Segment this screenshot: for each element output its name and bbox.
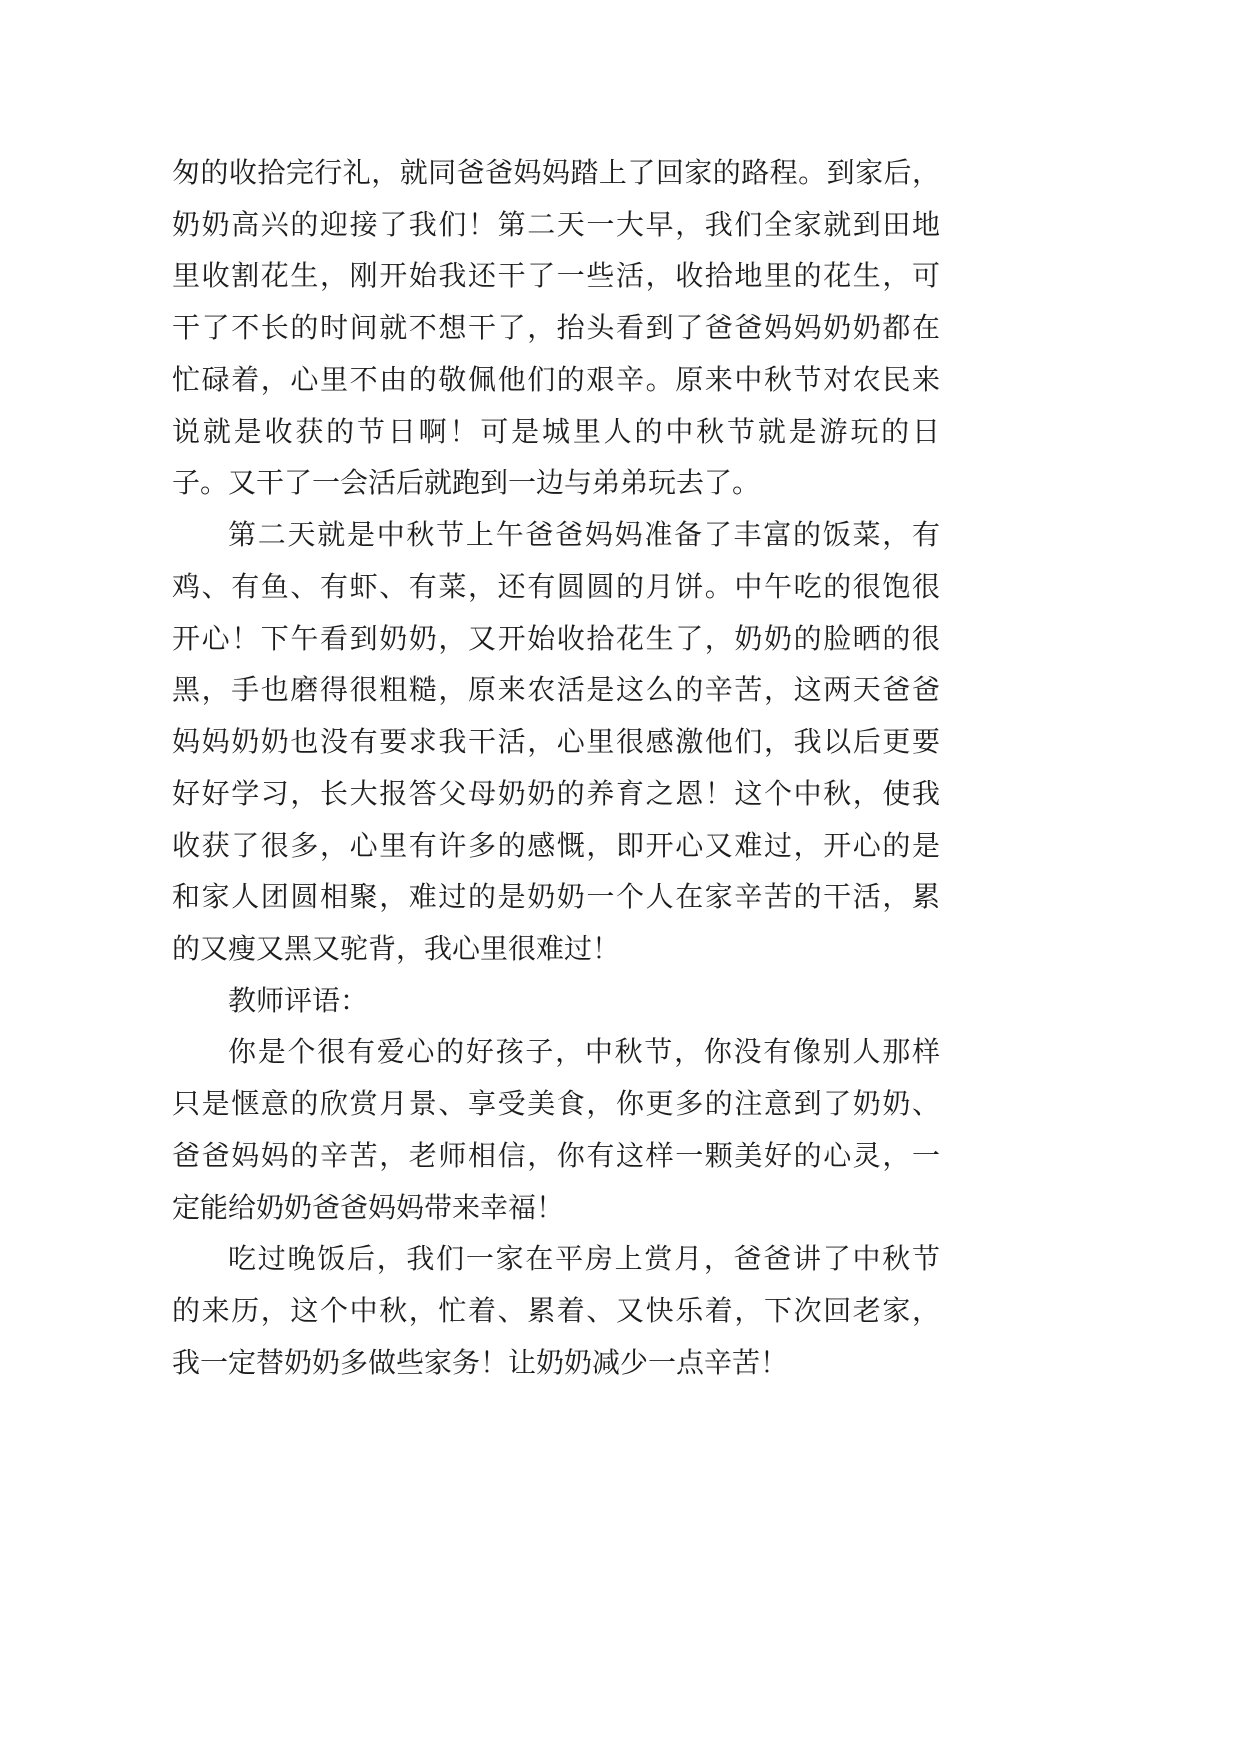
text-line: 说就是收获的节日啊！可是城里人的中秋节就是游玩的日 [172,414,940,448]
text-line: 的又瘦又黑又驼背，我心里很难过！ [172,932,621,966]
text-line: 你是个很有爱心的好孩子，中秋节，你没有像别人那样 [228,1035,940,1069]
text-line: 收获了很多，心里有许多的感慨，即开心又难过，开心的是 [172,828,940,862]
text-line: 第二天就是中秋节上午爸爸妈妈准备了丰富的饭菜，有 [228,518,940,552]
text-line: 的来历，这个中秋，忙着、累着、又快乐着，下次回老家， [172,1294,940,1328]
text-line: 黑，手也磨得很粗糙，原来农活是这么的辛苦，这两天爸爸 [172,673,940,707]
text-line: 忙碌着，心里不由的敬佩他们的艰辛。原来中秋节对农民来 [172,362,940,396]
text-line: 好好学习，长大报答父母奶奶的养育之恩！这个中秋，使我 [172,776,940,810]
text-line: 我一定替奶奶多做些家务！让奶奶减少一点辛苦！ [172,1345,789,1379]
text-line: 爸爸妈妈的辛苦，老师相信，你有这样一颗美好的心灵，一 [172,1138,940,1172]
text-line: 开心！下午看到奶奶，又开始收拾花生了，奶奶的脸晒的很 [172,621,940,655]
teacher-comment [172,1026,940,1233]
text-line: 只是惬意的欣赏月景、享受美食，你更多的注意到了奶奶、 [172,1087,940,1121]
paragraph [172,1233,940,1388]
text-line: 子。又干了一会活后就跑到一边与弟弟玩去了。 [172,466,761,500]
paragraph-continued [172,147,940,509]
text-line: 和家人团圆相聚，难过的是奶奶一个人在家辛苦的干活，累 [172,880,940,914]
text-line: 妈妈奶奶也没有要求我干活，心里很感激他们，我以后更要 [172,725,940,759]
teacher-comment-heading [172,975,940,1027]
text-line: 定能给奶奶爸爸妈妈带来幸福！ [172,1190,565,1224]
text-line: 吃过晚饭后，我们一家在平房上赏月，爸爸讲了中秋节 [228,1242,940,1276]
text-line: 奶奶高兴的迎接了我们！第二天一大早，我们全家就到田地 [172,207,940,241]
document-body [172,147,940,1389]
text-line: 匆的收拾完行礼，就同爸爸妈妈踏上了回家的路程。到家后， [172,156,940,189]
text-line: 鸡、有鱼、有虾、有菜，还有圆圆的月饼。中午吃的很饱很 [172,569,940,603]
text-line: 干了不长的时间就不想干了，抬头看到了爸爸妈妈奶奶都在 [172,311,940,345]
text-line: 里收割花生，刚开始我还干了一些活，收拾地里的花生，可 [172,259,940,293]
text-line: 教师评语： [228,983,369,1017]
paragraph [172,509,940,975]
